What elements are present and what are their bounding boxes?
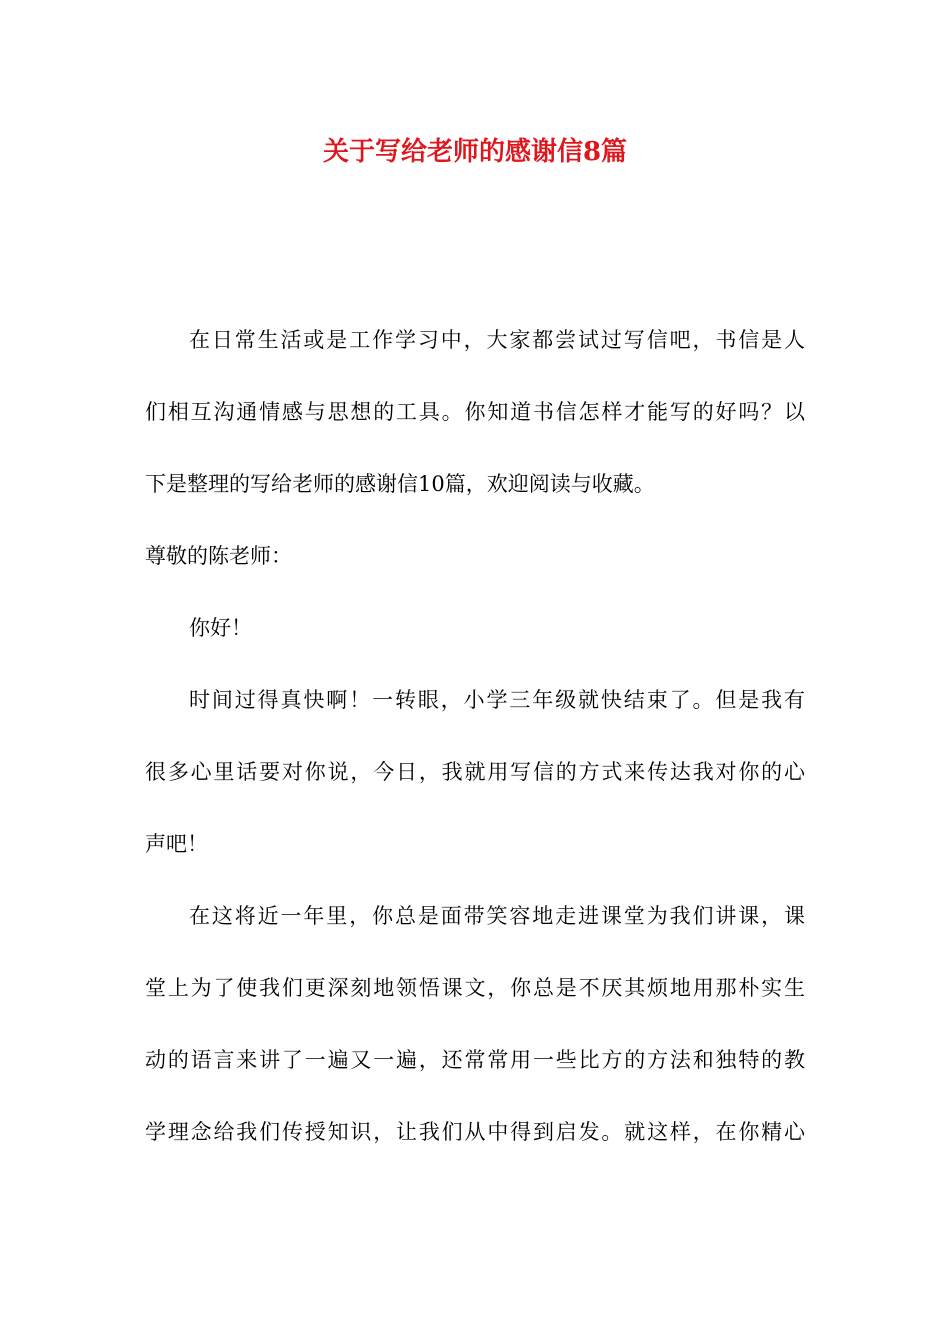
salutation-line: 尊敬的陈老师： [145,544,292,568]
paragraph-line: 很多心里话要对你说，今日，我就用写信的方式来传达我对你的心 [145,760,805,784]
document-body [145,320,805,1184]
greeting-line: 你好！ [189,616,252,640]
paragraph-line: 动的语言来讲了一遍又一遍，还常常用一些比方的方法和独特的教 [145,1048,805,1072]
paragraph-line: 堂上为了使我们更深刻地领悟课文，你总是不厌其烦地用那朴实生 [145,976,805,1000]
paragraph-line: 下是整理的写给老师的感谢信10篇，欢迎阅读与收藏。 [145,472,655,496]
paragraph-line: 们相互沟通情感与思想的工具。你知道书信怎样才能写的好吗？以 [145,400,805,424]
paragraph-line: 在日常生活或是工作学习中，大家都尝试过写信吧，书信是人 [189,328,805,352]
paragraph-line: 学理念给我们传授知识，让我们从中得到启发。就这样，在你精心 [145,1120,805,1144]
paragraph-line: 声吧！ [145,832,208,856]
document-title: 关于写给老师的感谢信8篇 [322,137,628,167]
paragraph-line: 在这将近一年里，你总是面带笑容地走进课堂为我们讲课，课 [189,904,805,928]
paragraph-line: 时间过得真快啊！一转眼，小学三年级就快结束了。但是我有 [189,688,805,712]
